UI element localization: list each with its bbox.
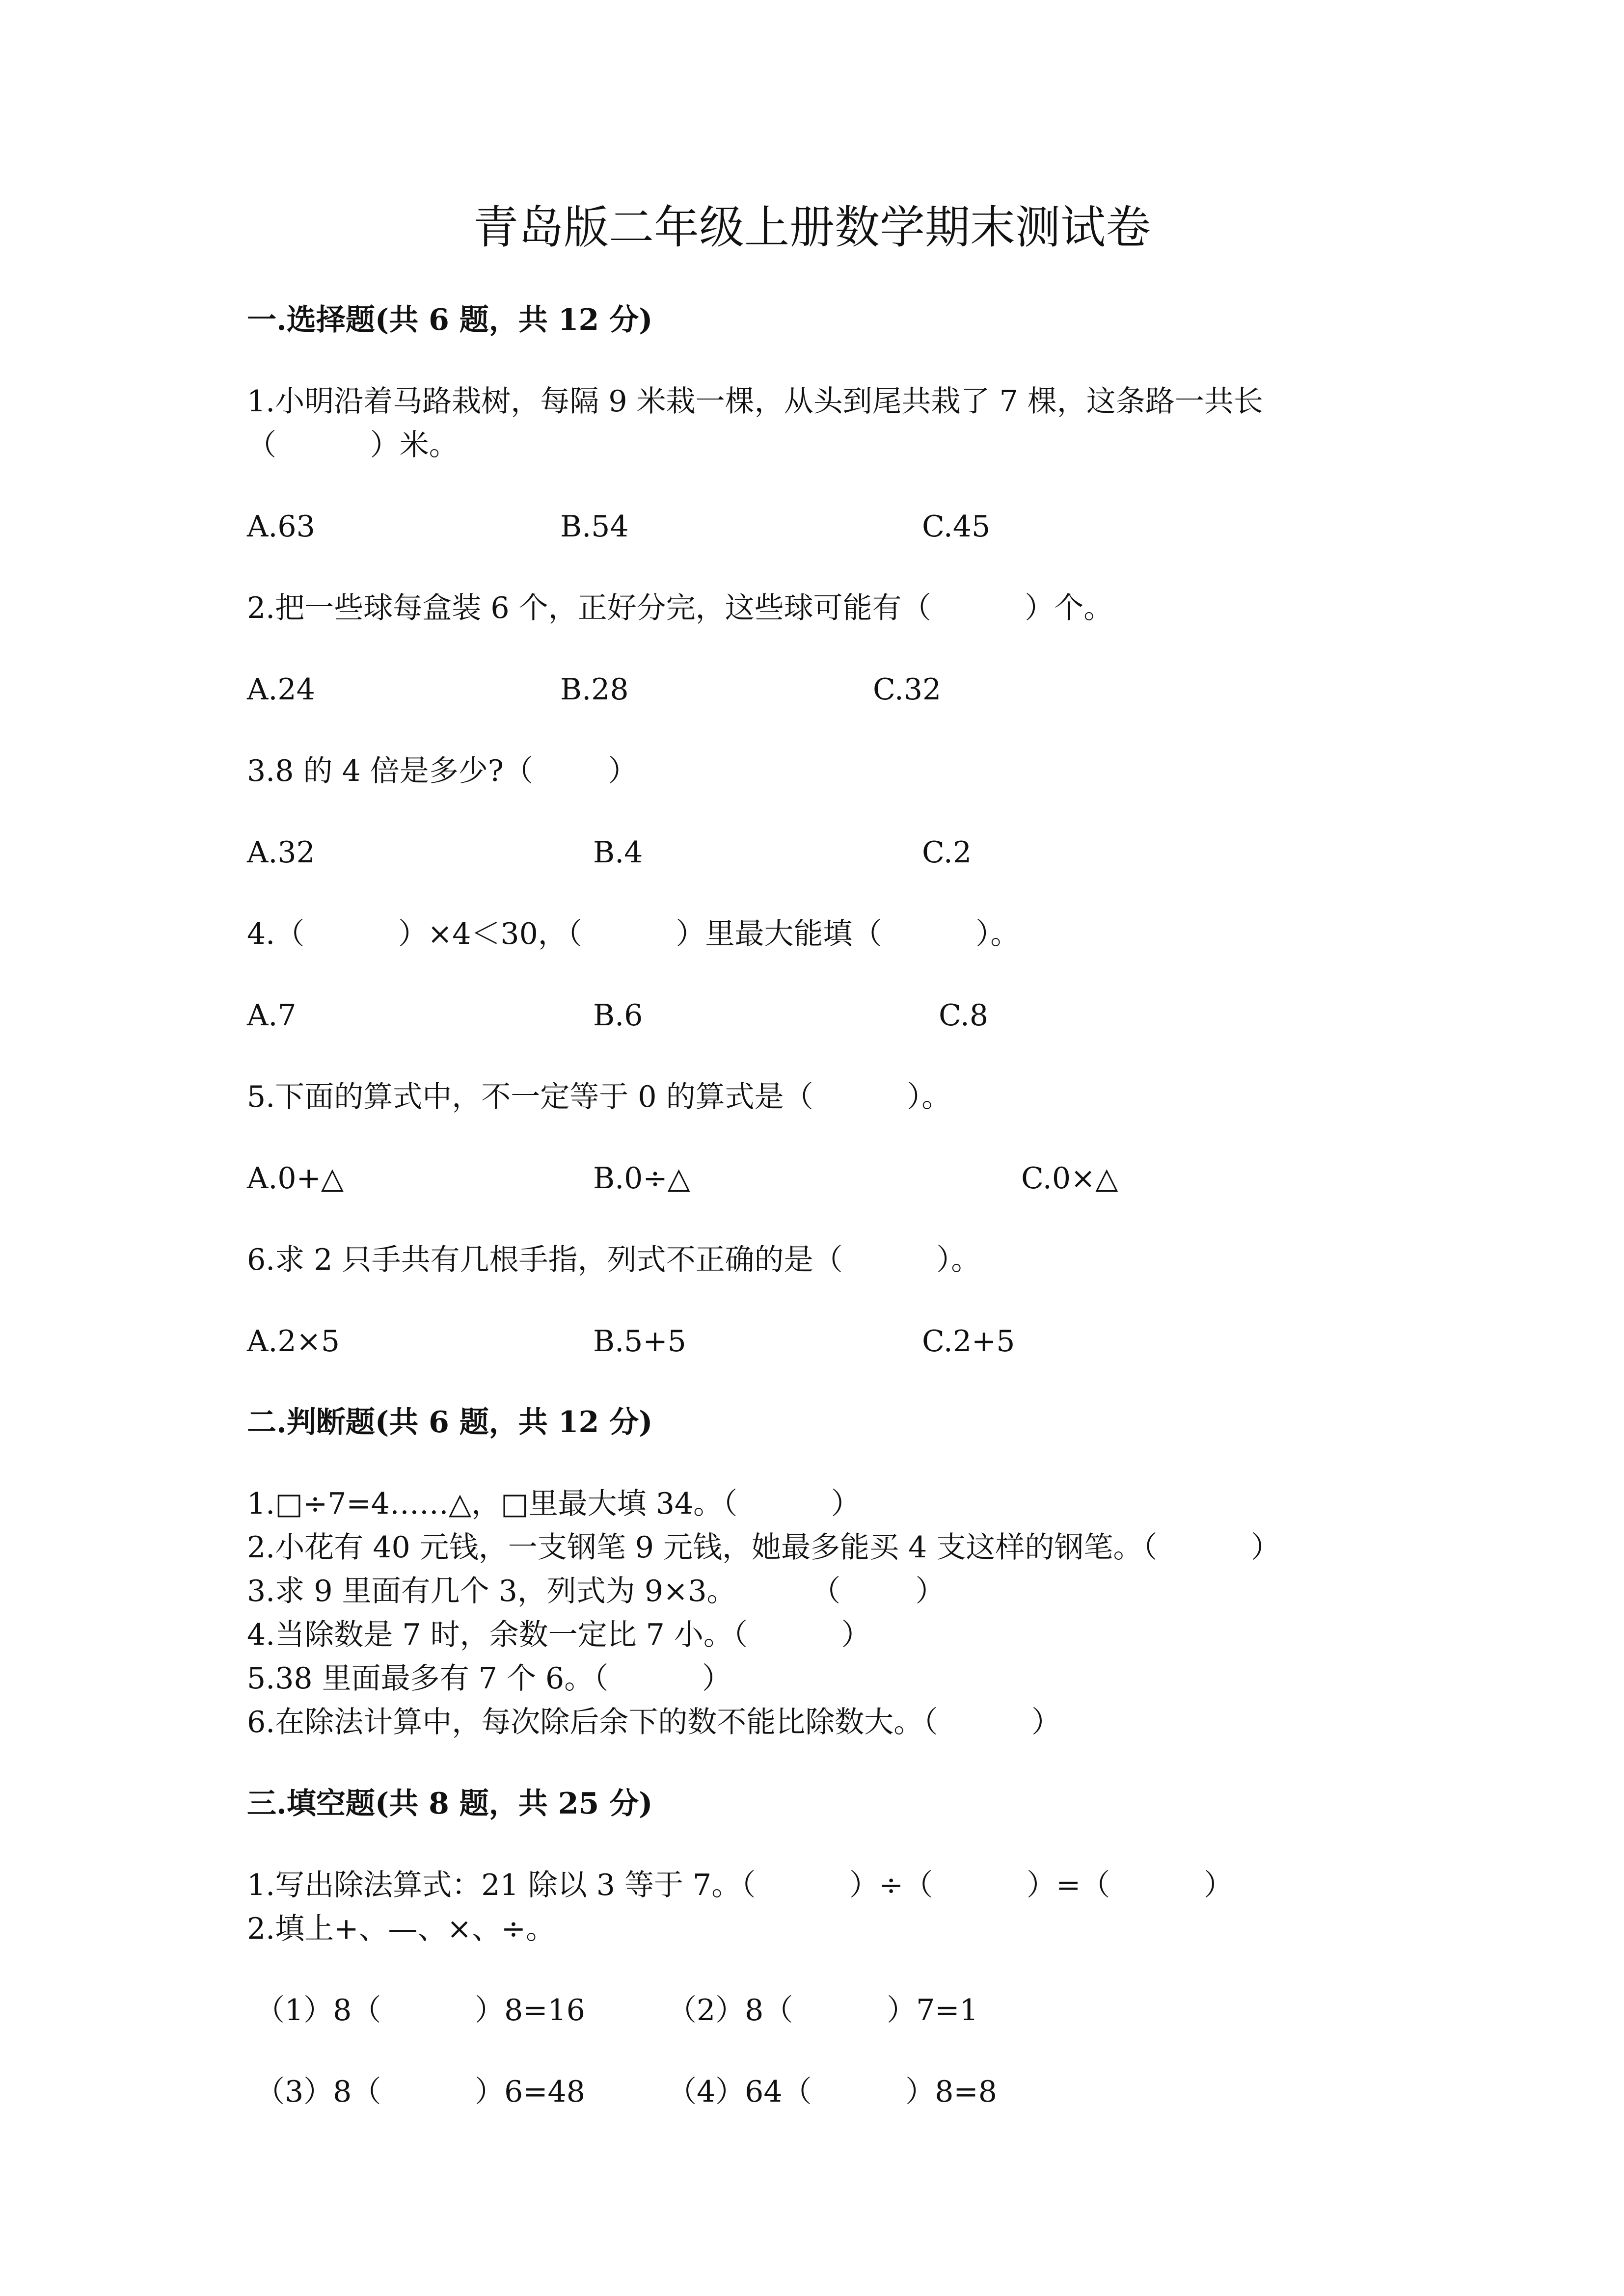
judgment-item: 2.小花有 40 元钱，一支钢笔 9 元钱，她最多能买 4 支这样的钢笔。（ ）: [247, 1530, 1281, 1565]
section-heading-judgment: 二.判断题(共 6 题，共 12 分): [247, 1405, 653, 1440]
question-5-option-a: A.0+△: [247, 1161, 344, 1196]
question-2: 2.把一些球每盒装 6 个，正好分完，这些球可能有（ ）个。: [247, 591, 1113, 625]
question-3-option-c: C.2: [922, 835, 972, 870]
section-heading-fill-blank: 三.填空题(共 8 题，共 25 分): [247, 1787, 653, 1821]
fill-blank-item: 2.填上+、—、×、÷。: [247, 1912, 556, 1946]
fill-blank-sub-item: （2）8（ ）7=1: [667, 1993, 978, 2028]
fill-blank-sub-item: （1）8（ ）8=16: [255, 1993, 585, 2028]
question-6-option-a: A.2×5: [247, 1324, 340, 1359]
judgment-item: 4.当除数是 7 时，余数一定比 7 小。（ ）: [247, 1618, 871, 1652]
judgment-item: 3.求 9 里面有几个 3，列式为 9×3。 （ ）: [247, 1574, 945, 1608]
fill-blank-sub-item: （4）64（ ）8=8: [667, 2075, 997, 2109]
question-5-option-c: C.0×△: [1021, 1161, 1118, 1196]
question-4-option-b: B.6: [593, 998, 643, 1033]
question-3-option-a: A.32: [247, 835, 315, 870]
page-title: 青岛版二年级上册数学期末测试卷: [473, 201, 1151, 254]
question-3: 3.8 的 4 倍是多少?（ ）: [247, 754, 638, 788]
question-5-option-b: B.0÷△: [593, 1161, 690, 1196]
question-4-option-c: C.8: [939, 998, 989, 1033]
judgment-item: 6.在除法计算中，每次除后余下的数不能比除数大。（ ）: [247, 1705, 1061, 1739]
judgment-item: 1.□÷7=4……△，□里最大填 34。（ ）: [247, 1487, 861, 1521]
judgment-item: 5.38 里面最多有 7 个 6。（ ）: [247, 1661, 731, 1696]
question-4: 4.（ ）×4＜30，（ ）里最大能填（ ）。: [247, 917, 1020, 951]
question-5: 5.下面的算式中，不一定等于 0 的算式是（ ）。: [247, 1080, 951, 1114]
question-1-option-c: C.45: [922, 509, 991, 544]
fill-blank-sub-item: （3）8（ ）6=48: [255, 2075, 585, 2109]
question-6-option-c: C.2+5: [922, 1324, 1015, 1359]
question-1-option-a: A.63: [247, 509, 315, 544]
question-3-option-b: B.4: [593, 835, 643, 870]
question-6-option-b: B.5+5: [593, 1324, 686, 1359]
question-6: 6.求 2 只手共有几根手指，列式不正确的是（ ）。: [247, 1243, 981, 1277]
question-2-option-c: C.32: [873, 672, 942, 707]
section-heading-choice: 一.选择题(共 6 题，共 12 分): [247, 303, 653, 337]
question-4-option-a: A.7: [247, 998, 297, 1033]
question-2-option-b: B.28: [560, 672, 629, 707]
question-1-line2: （ ）米。: [247, 428, 459, 462]
question-1-line1: 1.小明沿着马路栽树，每隔 9 米栽一棵，从头到尾共栽了 7 棵，这条路一共长: [247, 384, 1263, 419]
fill-blank-item: 1.写出除法算式：21 除以 3 等于 7。（ ）÷（ ）=（ ）: [247, 1868, 1233, 1902]
question-2-option-a: A.24: [247, 672, 315, 707]
question-1-option-b: B.54: [560, 509, 629, 544]
